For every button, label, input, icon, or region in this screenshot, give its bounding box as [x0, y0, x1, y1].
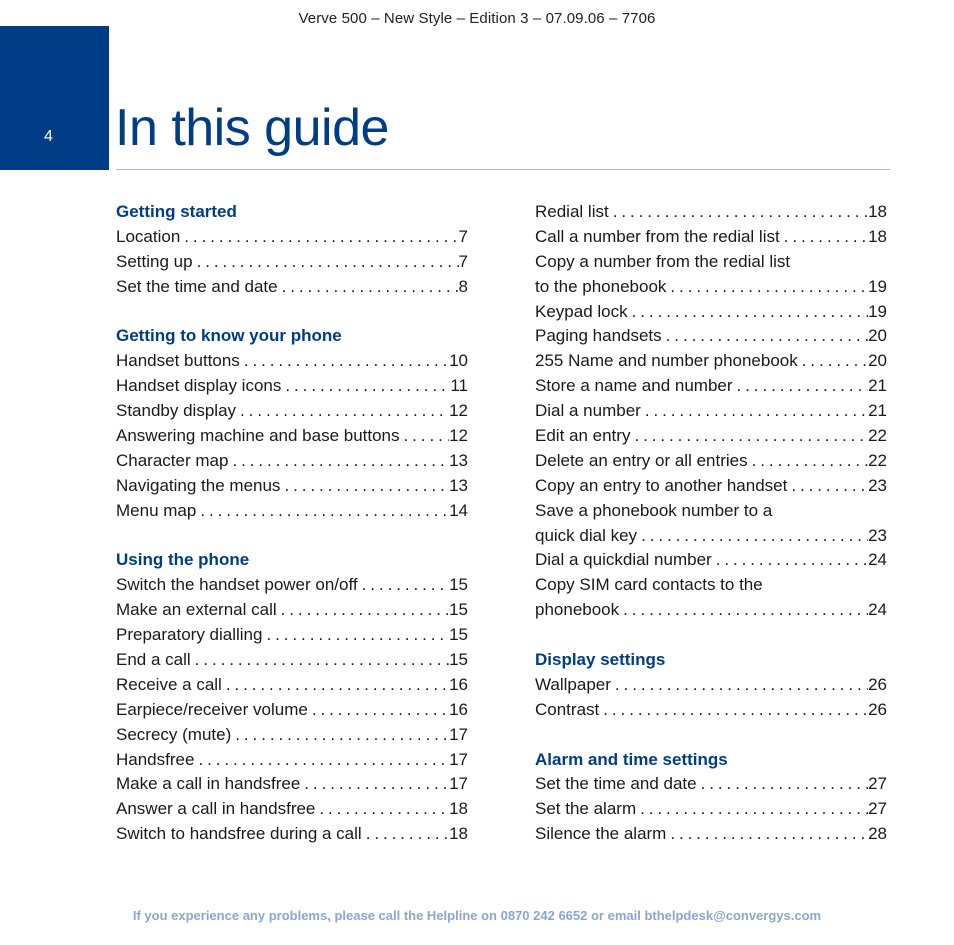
toc-entry-page: 16: [449, 674, 468, 694]
toc-entry: [116, 698, 468, 723]
toc-section-heading: Display settings: [535, 650, 666, 670]
toc-entry-page: 17: [449, 749, 468, 769]
toc-entry: [535, 374, 887, 399]
toc-entry-page: 17: [449, 724, 468, 744]
toc-leader-dots: [609, 200, 868, 225]
toc-entry: [116, 573, 468, 598]
toc-leader-dots: [193, 250, 459, 275]
toc-entry: [116, 648, 468, 673]
toc-leader-dots: [611, 673, 868, 698]
toc-leader-dots: [277, 598, 449, 623]
toc-section-heading: Using the phone: [116, 550, 250, 570]
toc-entry-page: 24: [868, 550, 887, 570]
toc-leader-dots: [278, 275, 459, 300]
toc-entry-page: 21: [868, 401, 887, 421]
toc-entry-label: Switch the handset power on/off: [116, 575, 358, 595]
toc-spacer: [535, 623, 887, 648]
toc-leader-dots: [196, 499, 449, 524]
toc-leader-dots: [262, 623, 449, 648]
toc-leader-dots: [712, 548, 868, 573]
toc-entry: [116, 424, 468, 449]
toc-leader-dots: [666, 275, 868, 300]
toc-leader-dots: [697, 772, 868, 797]
toc-entry-page: 16: [449, 699, 468, 719]
toc-leader-dots: [228, 449, 449, 474]
toc-entry: [535, 399, 887, 424]
toc-entry-label: Delete an entry or all entries: [535, 450, 748, 470]
toc-entry-label: Set the alarm: [535, 799, 637, 819]
toc-entry: [535, 772, 887, 797]
toc-section-heading: Alarm and time settings: [535, 749, 728, 769]
toc-entry: [535, 324, 887, 349]
toc-entry: [116, 772, 468, 797]
toc-entry: [535, 673, 887, 698]
title-divider: [116, 169, 890, 170]
toc-section-heading: Getting to know your phone: [116, 326, 342, 346]
toc-entry-page: 13: [449, 450, 468, 470]
toc-entry-page: 18: [449, 824, 468, 844]
toc-entry: [116, 225, 468, 250]
toc-entry: [116, 374, 468, 399]
toc-entry-label: quick dial key: [535, 525, 638, 545]
toc-entry: [116, 499, 468, 524]
toc-entry-label: Earpiece/receiver volume: [116, 699, 308, 719]
toc-entry: [116, 399, 468, 424]
toc-entry-continued: Save a phonebook number to a: [535, 500, 773, 520]
toc-entry-continued: Copy a number from the redial list: [535, 251, 791, 271]
toc-entry-label: Redial list: [535, 202, 609, 221]
toc-entry: [535, 822, 887, 847]
toc-spacer: [535, 723, 887, 748]
toc-entry-label: Receive a call: [116, 674, 222, 694]
toc-leader-dots: [748, 449, 868, 474]
toc-entry-label: Keypad lock: [535, 301, 628, 321]
toc-entry: [116, 723, 468, 748]
toc-leader-dots: [222, 673, 449, 698]
toc-entry-label: to the phonebook: [535, 276, 667, 296]
toc-entry-page: 12: [449, 401, 468, 421]
toc-entry: [535, 524, 887, 549]
toc-entry-label: Handset display icons: [116, 376, 282, 396]
toc-leader-dots: [240, 349, 449, 374]
toc-entry: [116, 349, 468, 374]
toc-entry-label: Copy an entry to another handset: [535, 475, 788, 495]
toc-section-heading: Getting started: [116, 202, 237, 221]
toc-entry: [116, 598, 468, 623]
toc-leader-dots: [662, 324, 868, 349]
toc-leader-dots: [236, 399, 449, 424]
toc-entry-label: Preparatory dialling: [116, 625, 263, 645]
toc-entry: [535, 449, 887, 474]
toc-leader-dots: [798, 349, 868, 374]
toc-leader-dots: [400, 424, 450, 449]
toc-entry: [116, 822, 468, 847]
toc-entry-label: Make an external call: [116, 600, 277, 620]
toc-entry: [535, 200, 887, 225]
toc-entry-label: Handset buttons: [116, 351, 240, 371]
toc-entry-page: 18: [868, 226, 887, 246]
toc-entry: [116, 623, 468, 648]
toc-entry-page: 8: [458, 276, 468, 296]
edition-header: Verve 500 – New Style – Edition 3 – 07.09.06 – 7706: [298, 10, 656, 27]
toc-entry: [535, 275, 887, 300]
toc-entry-label: Contrast: [535, 699, 600, 719]
toc-entry-label: Navigating the menus: [116, 475, 281, 495]
page-title: In this guide: [115, 99, 389, 157]
toc-leader-dots: [300, 772, 449, 797]
toc-entry-page: 15: [449, 600, 468, 620]
toc-entry-label: Silence the alarm: [535, 824, 667, 844]
toc-entry-page: 22: [868, 450, 887, 470]
toc-entry-label: Set the time and date: [535, 774, 697, 794]
toc-entry: [535, 474, 887, 499]
toc-entry-page: 24: [868, 600, 887, 620]
toc-leader-dots: [280, 474, 449, 499]
toc-entry-label: phonebook: [535, 600, 620, 620]
toc-entry: [535, 548, 887, 573]
toc-leader-dots: [180, 225, 458, 250]
toc-entry-page: 18: [449, 799, 468, 819]
toc-entry-page: 27: [868, 799, 887, 819]
toc-leader-dots: [315, 797, 449, 822]
page-tab: [0, 26, 109, 170]
toc-entry-page: 19: [868, 301, 887, 321]
toc-entry-label: End a call: [116, 650, 191, 670]
toc-entry-page: 27: [868, 774, 887, 794]
toc-leader-dots: [636, 797, 868, 822]
toc-entry-label: Handsfree: [116, 749, 195, 769]
toc-entry-page: 19: [868, 276, 887, 296]
toc-leader-dots: [191, 648, 449, 673]
toc-entry-label: Answer a call in handsfree: [116, 799, 316, 819]
toc-entry-label: Secrecy (mute): [116, 724, 232, 744]
toc-entry-label: Character map: [116, 450, 229, 470]
toc-entry-page: 13: [449, 475, 468, 495]
toc-entry-page: 23: [868, 525, 887, 545]
toc-leader-dots: [641, 399, 868, 424]
toc-leader-dots: [628, 300, 868, 325]
toc-leader-dots: [733, 374, 869, 399]
page-number: 4: [44, 128, 53, 145]
toc-spacer: [116, 300, 468, 325]
toc-entry: [535, 424, 887, 449]
toc-entry-label: Setting up: [116, 251, 193, 271]
toc-entry-continued: Copy SIM card contacts to the: [535, 575, 763, 595]
toc-leader-dots: [308, 698, 449, 723]
toc-entry-label: Menu map: [116, 500, 197, 520]
toc-left-column: [116, 200, 468, 847]
toc-leader-dots: [358, 573, 449, 598]
toc-entry: [116, 748, 468, 773]
toc-leader-dots: [637, 524, 868, 549]
toc-entry-label: Standby display: [116, 401, 237, 421]
toc-leader-dots: [231, 723, 449, 748]
toc-entry-label: Switch to handsfree during a call: [116, 824, 362, 844]
toc-entry-label: Location: [116, 226, 181, 246]
toc-entry-page: 7: [458, 226, 468, 246]
toc-entry: [116, 250, 468, 275]
toc-leader-dots: [630, 424, 868, 449]
toc-entry: [535, 225, 887, 250]
toc-entry-page: 10: [449, 351, 468, 371]
toc-entry: [535, 698, 887, 723]
toc-entry-page: 20: [868, 326, 887, 346]
toc-entry-page: 12: [449, 426, 468, 446]
toc-entry-label: 255 Name and number phonebook: [535, 351, 798, 371]
toc-leader-dots: [362, 822, 449, 847]
toc-entry-page: 18: [868, 202, 887, 221]
toc-entry-page: 15: [449, 625, 468, 645]
toc-entry: [535, 300, 887, 325]
toc-entry-page: 11: [450, 376, 468, 396]
toc-leader-dots: [194, 748, 449, 773]
toc-entry: [116, 275, 468, 300]
toc-entry-label: Dial a number: [535, 401, 641, 421]
toc-entry: [116, 797, 468, 822]
toc-entry: [535, 598, 887, 623]
toc-entry-label: Answering machine and base buttons: [116, 426, 400, 446]
toc-entry: [116, 449, 468, 474]
toc-entry-page: 28: [868, 824, 887, 844]
toc-leader-dots: [666, 822, 868, 847]
toc-entry-label: Dial a quickdial number: [535, 550, 712, 570]
toc-entry-page: 17: [449, 774, 468, 794]
toc-entry-label: Paging handsets: [535, 326, 662, 346]
toc-entry-label: Edit an entry: [535, 426, 631, 446]
toc-entry-page: 23: [868, 475, 887, 495]
toc-entry-label: Store a name and number: [535, 376, 733, 396]
toc-entry-label: Make a call in handsfree: [116, 774, 301, 794]
toc-entry-page: 14: [449, 500, 468, 520]
toc-entry-page: 7: [458, 251, 468, 271]
toc-leader-dots: [619, 598, 868, 623]
toc-spacer: [116, 524, 468, 549]
toc-entry: [116, 474, 468, 499]
toc-entry-page: 20: [868, 351, 887, 371]
toc-entry-page: 26: [868, 699, 887, 719]
helpline-footer: If you experience any problems, please call the Helpline on 0870 242 6652 or email bthelpdesk@convergys.com: [132, 908, 822, 923]
toc-right-column: [535, 200, 887, 847]
toc-entry: [535, 349, 887, 374]
toc-leader-dots: [780, 225, 868, 250]
toc-entry-page: 22: [868, 426, 887, 446]
toc-entry: [116, 673, 468, 698]
toc-entry-label: Wallpaper: [535, 674, 611, 694]
toc-leader-dots: [599, 698, 868, 723]
toc-entry-page: 15: [449, 650, 468, 670]
toc-leader-dots: [281, 374, 450, 399]
toc-entry: [535, 797, 887, 822]
toc-entry-page: 26: [868, 674, 887, 694]
toc-entry-page: 21: [868, 376, 887, 396]
toc-entry-label: Call a number from the redial list: [535, 226, 780, 246]
toc-entry-label: Set the time and date: [116, 276, 278, 296]
toc-entry-page: 15: [449, 575, 468, 595]
toc-leader-dots: [787, 474, 868, 499]
